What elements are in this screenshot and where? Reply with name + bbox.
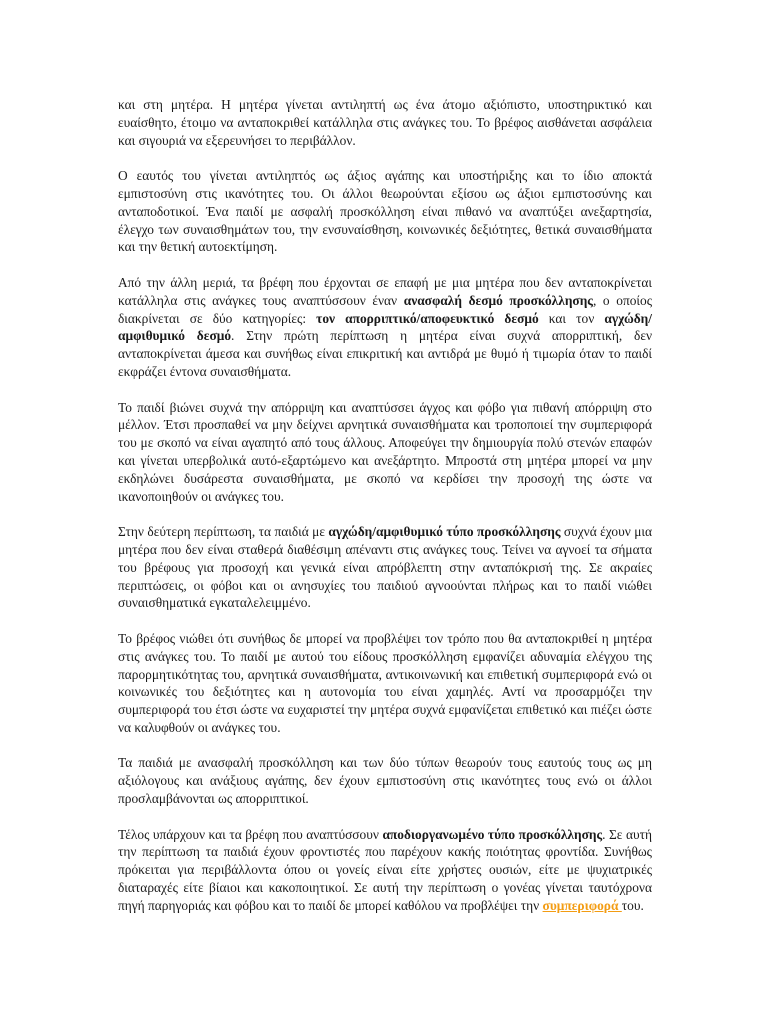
paragraph-self-perception bbox=[118, 167, 652, 256]
text-run: Το παιδί βιώνει συχνά την απόρριψη και αναπτύσσει άγχος και φόβο για πιθανή απόρριψη στο μέλλον. Έτσι προσπαθεί να μην δείχνει αρνητικά συναισθήματα και τροποποιεί την συμπεριφορά του με σκοπό να είναι αγαπητό από τους άλλους. Αποφεύγει την δημιουργία πολύ στενών επαφών και γίνεται υπερβολικά αυτό-εξαρτώμενο και ανεξάρτητο. Μπροστά στη μητέρα μπορεί να μην εκδηλώνει δυσάρεστα συναισθήματα, με σκοπό να κερδίσει την προσοχή της ώστε να ικανοποιηθούν οι ανάγκες του. bbox=[118, 399, 652, 504]
document-body bbox=[118, 96, 652, 932]
paragraph-secure-attachment-mother bbox=[118, 96, 652, 149]
paragraph-unpredictable-response bbox=[118, 630, 652, 737]
bold-term-avoidant-bond: τον απορριπτικό/αποφευκτικό δεσμό bbox=[316, 310, 539, 326]
text-run: και τον bbox=[538, 310, 605, 326]
text-run: του. bbox=[621, 897, 644, 913]
text-run: . Σε αυτή την περίπτωση τα παιδιά έχουν φροντιστές που παρέχουν κακής ποιότητας φροντίδα. Συνήθως πρόκειται για περιβάλλοντα όπου οι γονείς είναι είτε χρήστες ουσιών, είτε με ψυχιατρικές διαταραχές είτε βίαιοι και κακοποιητικοί. Σε αυτή την περίπτωση ο γονέας γίνεται ταυτόχρονα πηγή παρηγοριάς και φόβου και το παιδί δε μπορεί καθόλου να προβλέψει την bbox=[118, 826, 652, 913]
text-run: Ο εαυτός του γίνεται αντιληπτός ως άξιος αγάπης και υποστήριξης και το ίδιο αποκτά εμπιστοσύνη στις ικανότητες του. Οι άλλοι θεωρούνται εξίσου ως άξιοι εμπιστοσύνης και ανταποδοτικοί. Ένα παιδί με ασφαλή προσκόλληση είναι πιθανό να αναπτύξει ανεξαρτησία, έλεγχο των συναισθημάτων του, την ενσυναίσθηση, κοινωνικές δεξιότητες, θετικά συναισθήματα και την θετική αυτοεκτίμηση. bbox=[118, 168, 652, 255]
text-run: Από την άλλη μεριά, τα βρέφη που έρχονται σε επαφή με μια μητέρα που δεν ανταποκρίνεται κατάλληλα στις ανάγκες τους αναπτύσσουν έναν bbox=[118, 274, 652, 308]
text-run: συχνά έχουν μια μητέρα που δεν είναι σταθερά διαθέσιμη απέναντι στις ανάγκες τους. Τείνει να αγνοεί τα σήματα του βρέφους για προσοχή και γενικά είναι απρόβλεπτη στην ανταπόκρισή της. Σε ακραίες περιπτώσεις, οι φόβοι και οι ανησυχίες του παιδιού αγνοούνται πλήρως και το παιδί νιώθει συναισθηματικά εγκαταλελειμμένο. bbox=[118, 524, 653, 611]
text-run: και στη μητέρα. Η μητέρα γίνεται αντιληπτή ως ένα άτομο αξιόπιστο, υποστηρικτικό και ευαίσθητο, έτοιμο να ανταποκριθεί κατάλληλα στις ανάγκες του. Το βρέφος αισθάνεται ασφάλεια και σιγουριά να εξερευνήσει το περιβάλλον. bbox=[118, 97, 652, 148]
paragraph-rejection-experience bbox=[118, 399, 652, 506]
text-run: Τα παιδιά με ανασφαλή προσκόλληση και των δύο τύπων θεωρούν τους εαυτούς τους ως μη αξιόλογους και ανάξιους αγάπης, δεν έχουν εμπιστοσύνη στις ικανότητες τους ενώ οι άλλοι προσλαμβάνονται ως απορριπτικοί. bbox=[118, 755, 652, 807]
paragraph-anxious-ambivalent bbox=[118, 523, 652, 612]
text-run: . Στην πρώτη περίπτωση η μητέρα είναι συχνά απορριπτική, δεν ανταποκρίνεται άμεσα και συνήθως είναι επικριτική και αντιδρά με θυμό ή τιμωρία όταν το παιδί εκφράζει έντονα συναισθήματα. bbox=[118, 328, 652, 379]
paragraph-insecure-self-worth bbox=[118, 754, 652, 807]
text-run: Το βρέφος νιώθει ότι συνήθως δε μπορεί να προβλέψει τον τρόπο που θα ανταποκριθεί η μητέρα στις ανάγκες του. Το παιδί με αυτού του είδους προσκόλληση εμφανίζει αδυναμία ελέγχου της παρορμητικότητας του, αρνητικά συναισθήματα, αντικοινωνική και επιθετική συμπεριφορά ενώ οι κοινωνικές του δεξιότητες και η αυτονομία του είναι χαμηλές. Αντί να προσαρμόζει την συμπεριφορά του έτσι ώστε να ευχαριστεί την μητέρα συχνά εμφανίζεται επιθετικό και πιέζει ώστε να καλυφθούν οι ανάγκες του. bbox=[118, 630, 652, 735]
paragraph-disorganized-attachment bbox=[118, 826, 652, 915]
bold-term-anxious-type: αγχώδη/αμφιθυμικό τύπο προσκόλλησης bbox=[328, 524, 561, 540]
bold-term-anxious-bond: αγχώδη/αμφιθυμικό δεσμό bbox=[118, 310, 653, 344]
text-run: Στην δεύτερη περίπτωση, τα παιδιά με bbox=[118, 524, 329, 540]
text-run: , ο οποίος διακρίνεται σε δύο κατηγορίες: bbox=[118, 292, 652, 326]
paragraph-insecure-attachment bbox=[118, 274, 652, 381]
bold-term-insecure-bond: ανασφαλή δεσμό προσκόλλησης bbox=[403, 292, 593, 308]
text-run: Τέλος υπάρχουν και τα βρέφη που αναπτύσσουν bbox=[118, 826, 383, 842]
behavior-link[interactable]: συμπεριφορά bbox=[542, 897, 622, 913]
bold-term-disorganized-type: αποδιοργανωμένο τύπο προσκόλλησης bbox=[382, 826, 603, 842]
